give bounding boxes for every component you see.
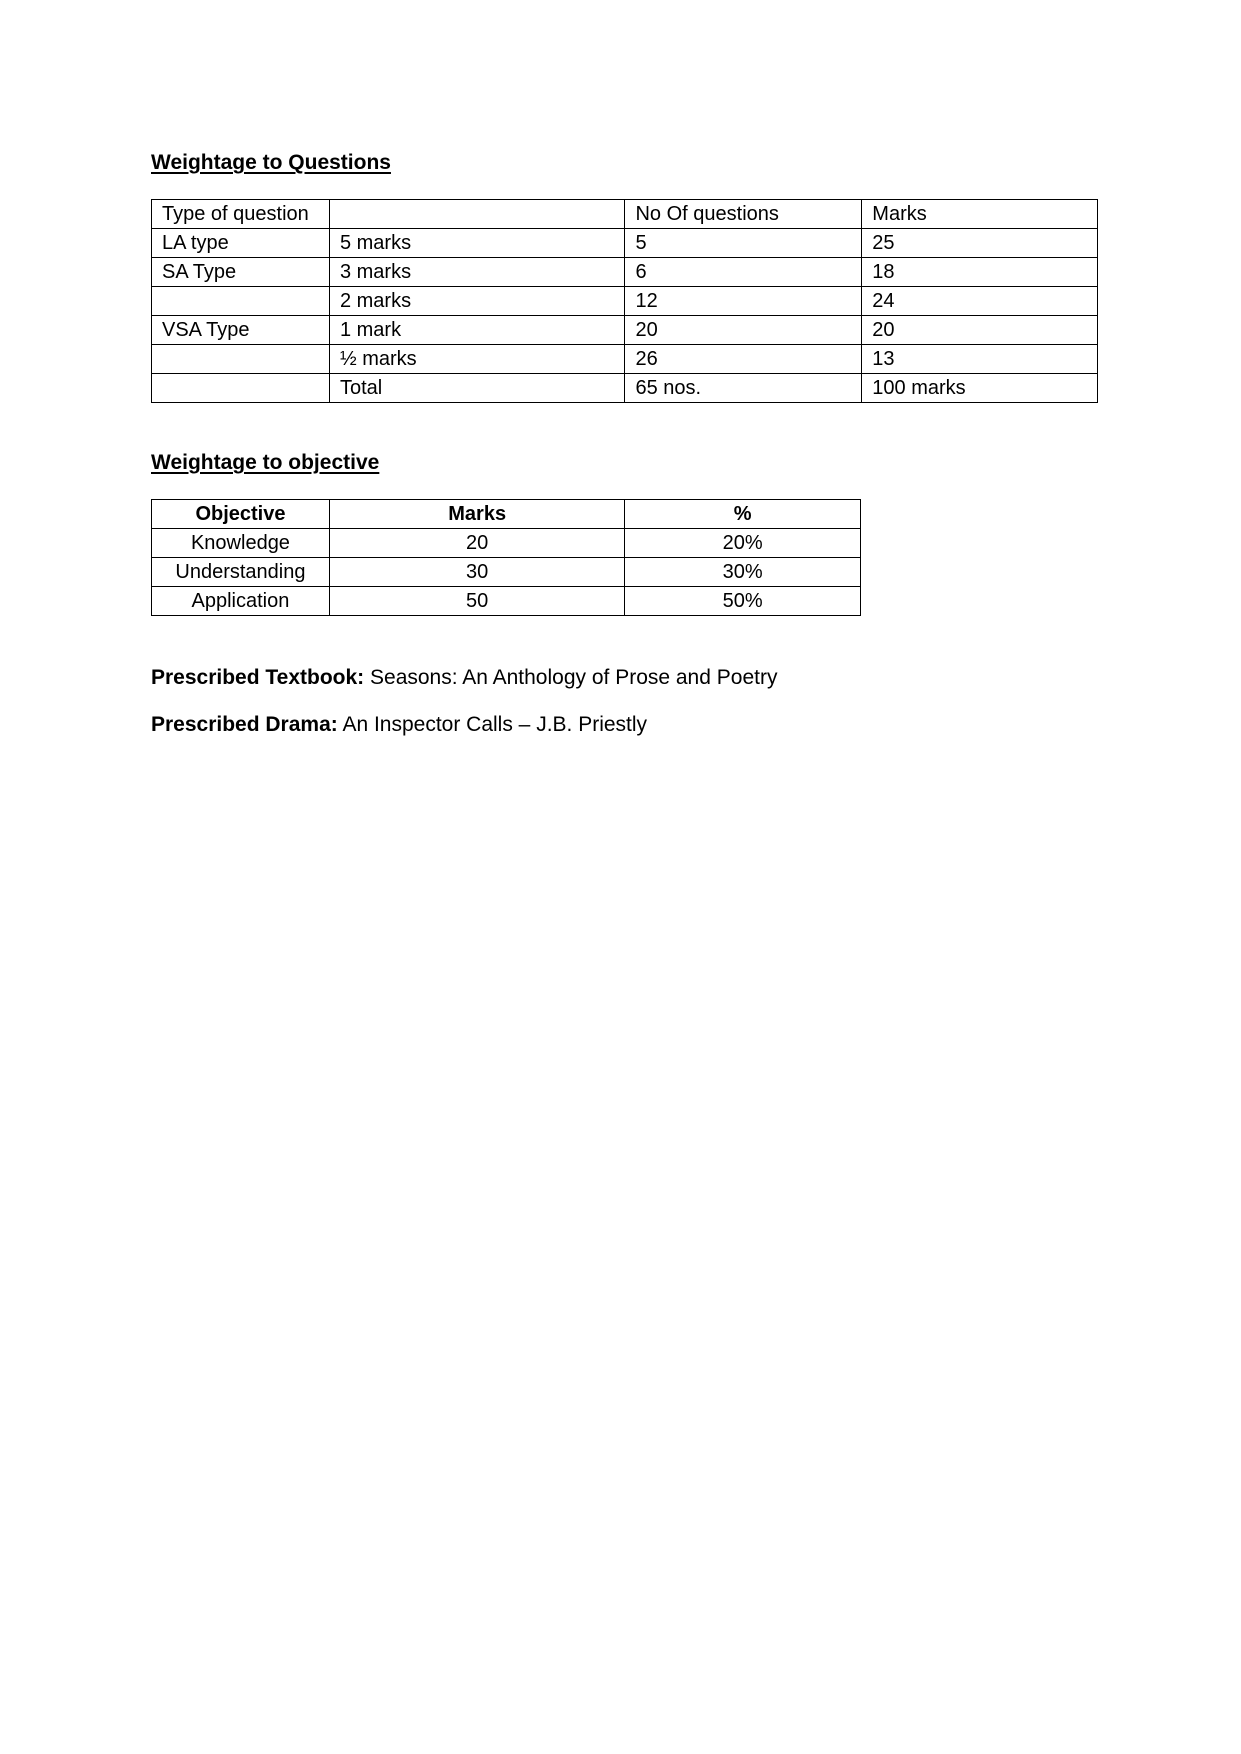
- header-cell: Marks: [329, 500, 624, 529]
- table-row: [152, 529, 861, 558]
- table-row: [152, 558, 861, 587]
- prescribed-textbook-line: [151, 665, 777, 691]
- table-cell: 1 mark: [329, 316, 625, 345]
- header-cell: No Of questions: [625, 200, 862, 229]
- table-cell: [152, 345, 330, 374]
- header-cell: [329, 200, 625, 229]
- table-cell: Understanding: [152, 558, 330, 587]
- table-cell: 2 marks: [329, 287, 625, 316]
- table-row: [152, 316, 1098, 345]
- table-cell: 65 nos.: [625, 374, 862, 403]
- prescribed-drama-line: [151, 712, 647, 738]
- table-cell: 100 marks: [862, 374, 1098, 403]
- objective-heading: Weightage to objective: [151, 451, 380, 474]
- prescribed-textbook-label: Prescribed Textbook:: [151, 666, 365, 689]
- table-cell: 20: [329, 529, 624, 558]
- table-row: [152, 287, 1098, 316]
- table-cell: Total: [329, 374, 625, 403]
- table-cell: 3 marks: [329, 258, 625, 287]
- table-cell: SA Type: [152, 258, 330, 287]
- header-cell: Type of question: [152, 200, 330, 229]
- table-cell: VSA Type: [152, 316, 330, 345]
- table-row: [152, 374, 1098, 403]
- prescribed-drama-value: An Inspector Calls – J.B. Priestly: [337, 713, 648, 736]
- prescribed-drama-label: Prescribed Drama:: [151, 713, 338, 736]
- table-cell: 50%: [625, 587, 861, 616]
- table-cell: [152, 287, 330, 316]
- table-header-row: [152, 200, 1098, 229]
- table-row: [152, 258, 1098, 287]
- table-cell: 20: [625, 316, 862, 345]
- table-cell: LA type: [152, 229, 330, 258]
- table-cell: 18: [862, 258, 1098, 287]
- objective-table: [151, 499, 861, 616]
- table-cell: 5: [625, 229, 862, 258]
- table-cell: 20: [862, 316, 1098, 345]
- table-cell: 24: [862, 287, 1098, 316]
- table-row: [152, 229, 1098, 258]
- table-cell: 30: [329, 558, 624, 587]
- table-cell: 5 marks: [329, 229, 625, 258]
- table-cell: 26: [625, 345, 862, 374]
- header-cell: Marks: [862, 200, 1098, 229]
- table-cell: 6: [625, 258, 862, 287]
- header-cell: Objective: [152, 500, 330, 529]
- table-cell: 13: [862, 345, 1098, 374]
- header-cell: %: [625, 500, 861, 529]
- prescribed-textbook-value: Seasons: An Anthology of Prose and Poetry: [364, 666, 778, 689]
- table-cell: Knowledge: [152, 529, 330, 558]
- table-cell: ½ marks: [329, 345, 625, 374]
- questions-table: [151, 199, 1098, 403]
- table-cell: 30%: [625, 558, 861, 587]
- table-header-row: [152, 500, 861, 529]
- table-row: [152, 345, 1098, 374]
- table-cell: 12: [625, 287, 862, 316]
- questions-heading: Weightage to Questions: [151, 151, 391, 174]
- table-cell: 25: [862, 229, 1098, 258]
- table-cell: Application: [152, 587, 330, 616]
- table-cell: 20%: [625, 529, 861, 558]
- table-cell: [152, 374, 330, 403]
- table-cell: 50: [329, 587, 624, 616]
- table-row: [152, 587, 861, 616]
